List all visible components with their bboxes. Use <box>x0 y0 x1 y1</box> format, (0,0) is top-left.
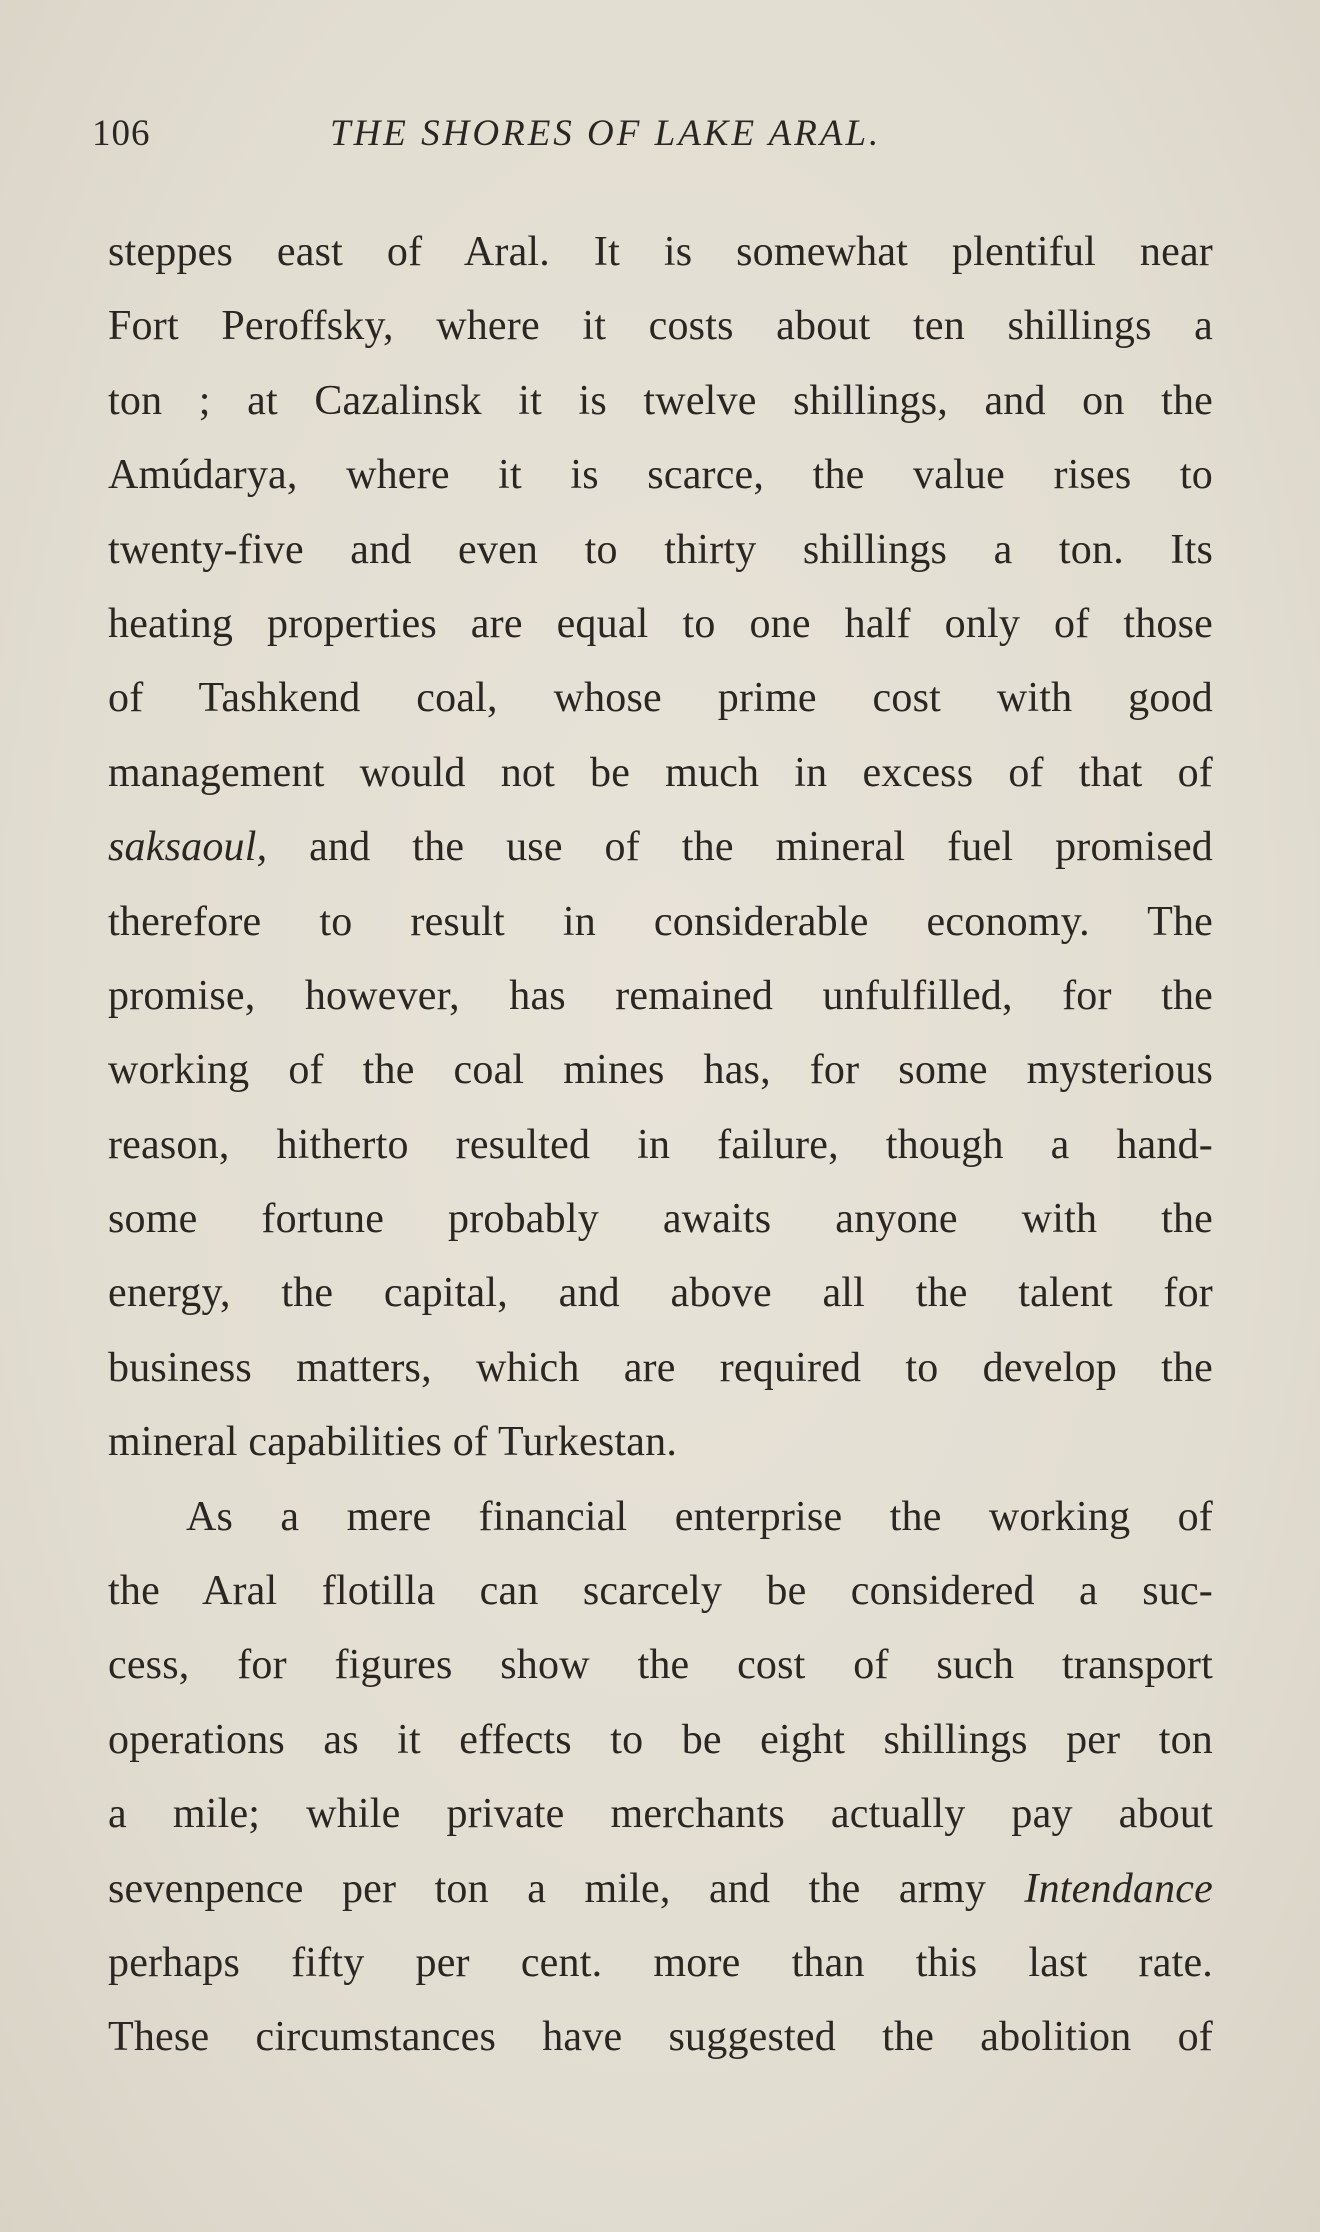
text-line: perhaps fifty per cent. more than this last rate. <box>108 1939 1213 1986</box>
text-line: energy, the capital, and above all the talent for <box>108 1270 1213 1317</box>
text-line: reason, hitherto resulted in failure, though a hand- <box>108 1121 1213 1168</box>
page-header <box>0 112 1320 172</box>
text-line: Amúdarya, where it is scarce, the value rises to <box>108 452 1213 499</box>
body-text <box>108 215 1213 2075</box>
text-line: working of the coal mines has, for some mysterious <box>108 1047 1213 1094</box>
text-line: promise, however, has remained unfulfilled, for the <box>108 972 1213 1019</box>
text-line: sevenpence per ton a mile, and the army Intendance <box>108 1865 1213 1912</box>
running-head: THE SHORES OF LAKE ARAL. <box>330 113 882 154</box>
text-line: saksaoul, and the use of the mineral fuel promised <box>108 824 1213 871</box>
text-line: These circumstances have suggested the abolition of <box>108 2014 1213 2061</box>
text-line: twenty-five and even to thirty shillings a ton. Its <box>108 526 1213 573</box>
text-line: ton ; at Cazalinsk it is twelve shillings, and on the <box>108 377 1213 424</box>
text-line: therefore to result in considerable economy. The <box>108 898 1213 945</box>
text-line: cess, for figures show the cost of such transport <box>108 1642 1213 1689</box>
italic-term: saksaoul, <box>108 824 268 871</box>
text-line: heating properties are equal to one half only of those <box>108 600 1213 647</box>
italic-term: Intendance <box>1024 1865 1213 1912</box>
text-line: management would not be much in excess of that of <box>108 749 1213 796</box>
text-line: steppes east of Aral. It is somewhat plentiful near <box>108 229 1213 275</box>
page-number: 106 <box>92 113 151 154</box>
text-line: business matters, which are required to develop the <box>108 1344 1213 1391</box>
text-line: some fortune probably awaits anyone with the <box>108 1196 1213 1243</box>
text-line: mineral capabilities of Turkestan. <box>108 1419 678 1466</box>
text-line: operations as it effects to be eight shillings per ton <box>108 1716 1213 1763</box>
text-line: the Aral flotilla can scarcely be considered a suc- <box>108 1568 1213 1615</box>
text-line: Fort Peroffsky, where it costs about ten shillings a <box>108 303 1213 350</box>
text-line: a mile; while private merchants actually pay about <box>108 1791 1213 1838</box>
text-line: As a mere financial enterprise the working of <box>186 1493 1213 1540</box>
text-line: of Tashkend coal, whose prime cost with good <box>108 675 1213 722</box>
